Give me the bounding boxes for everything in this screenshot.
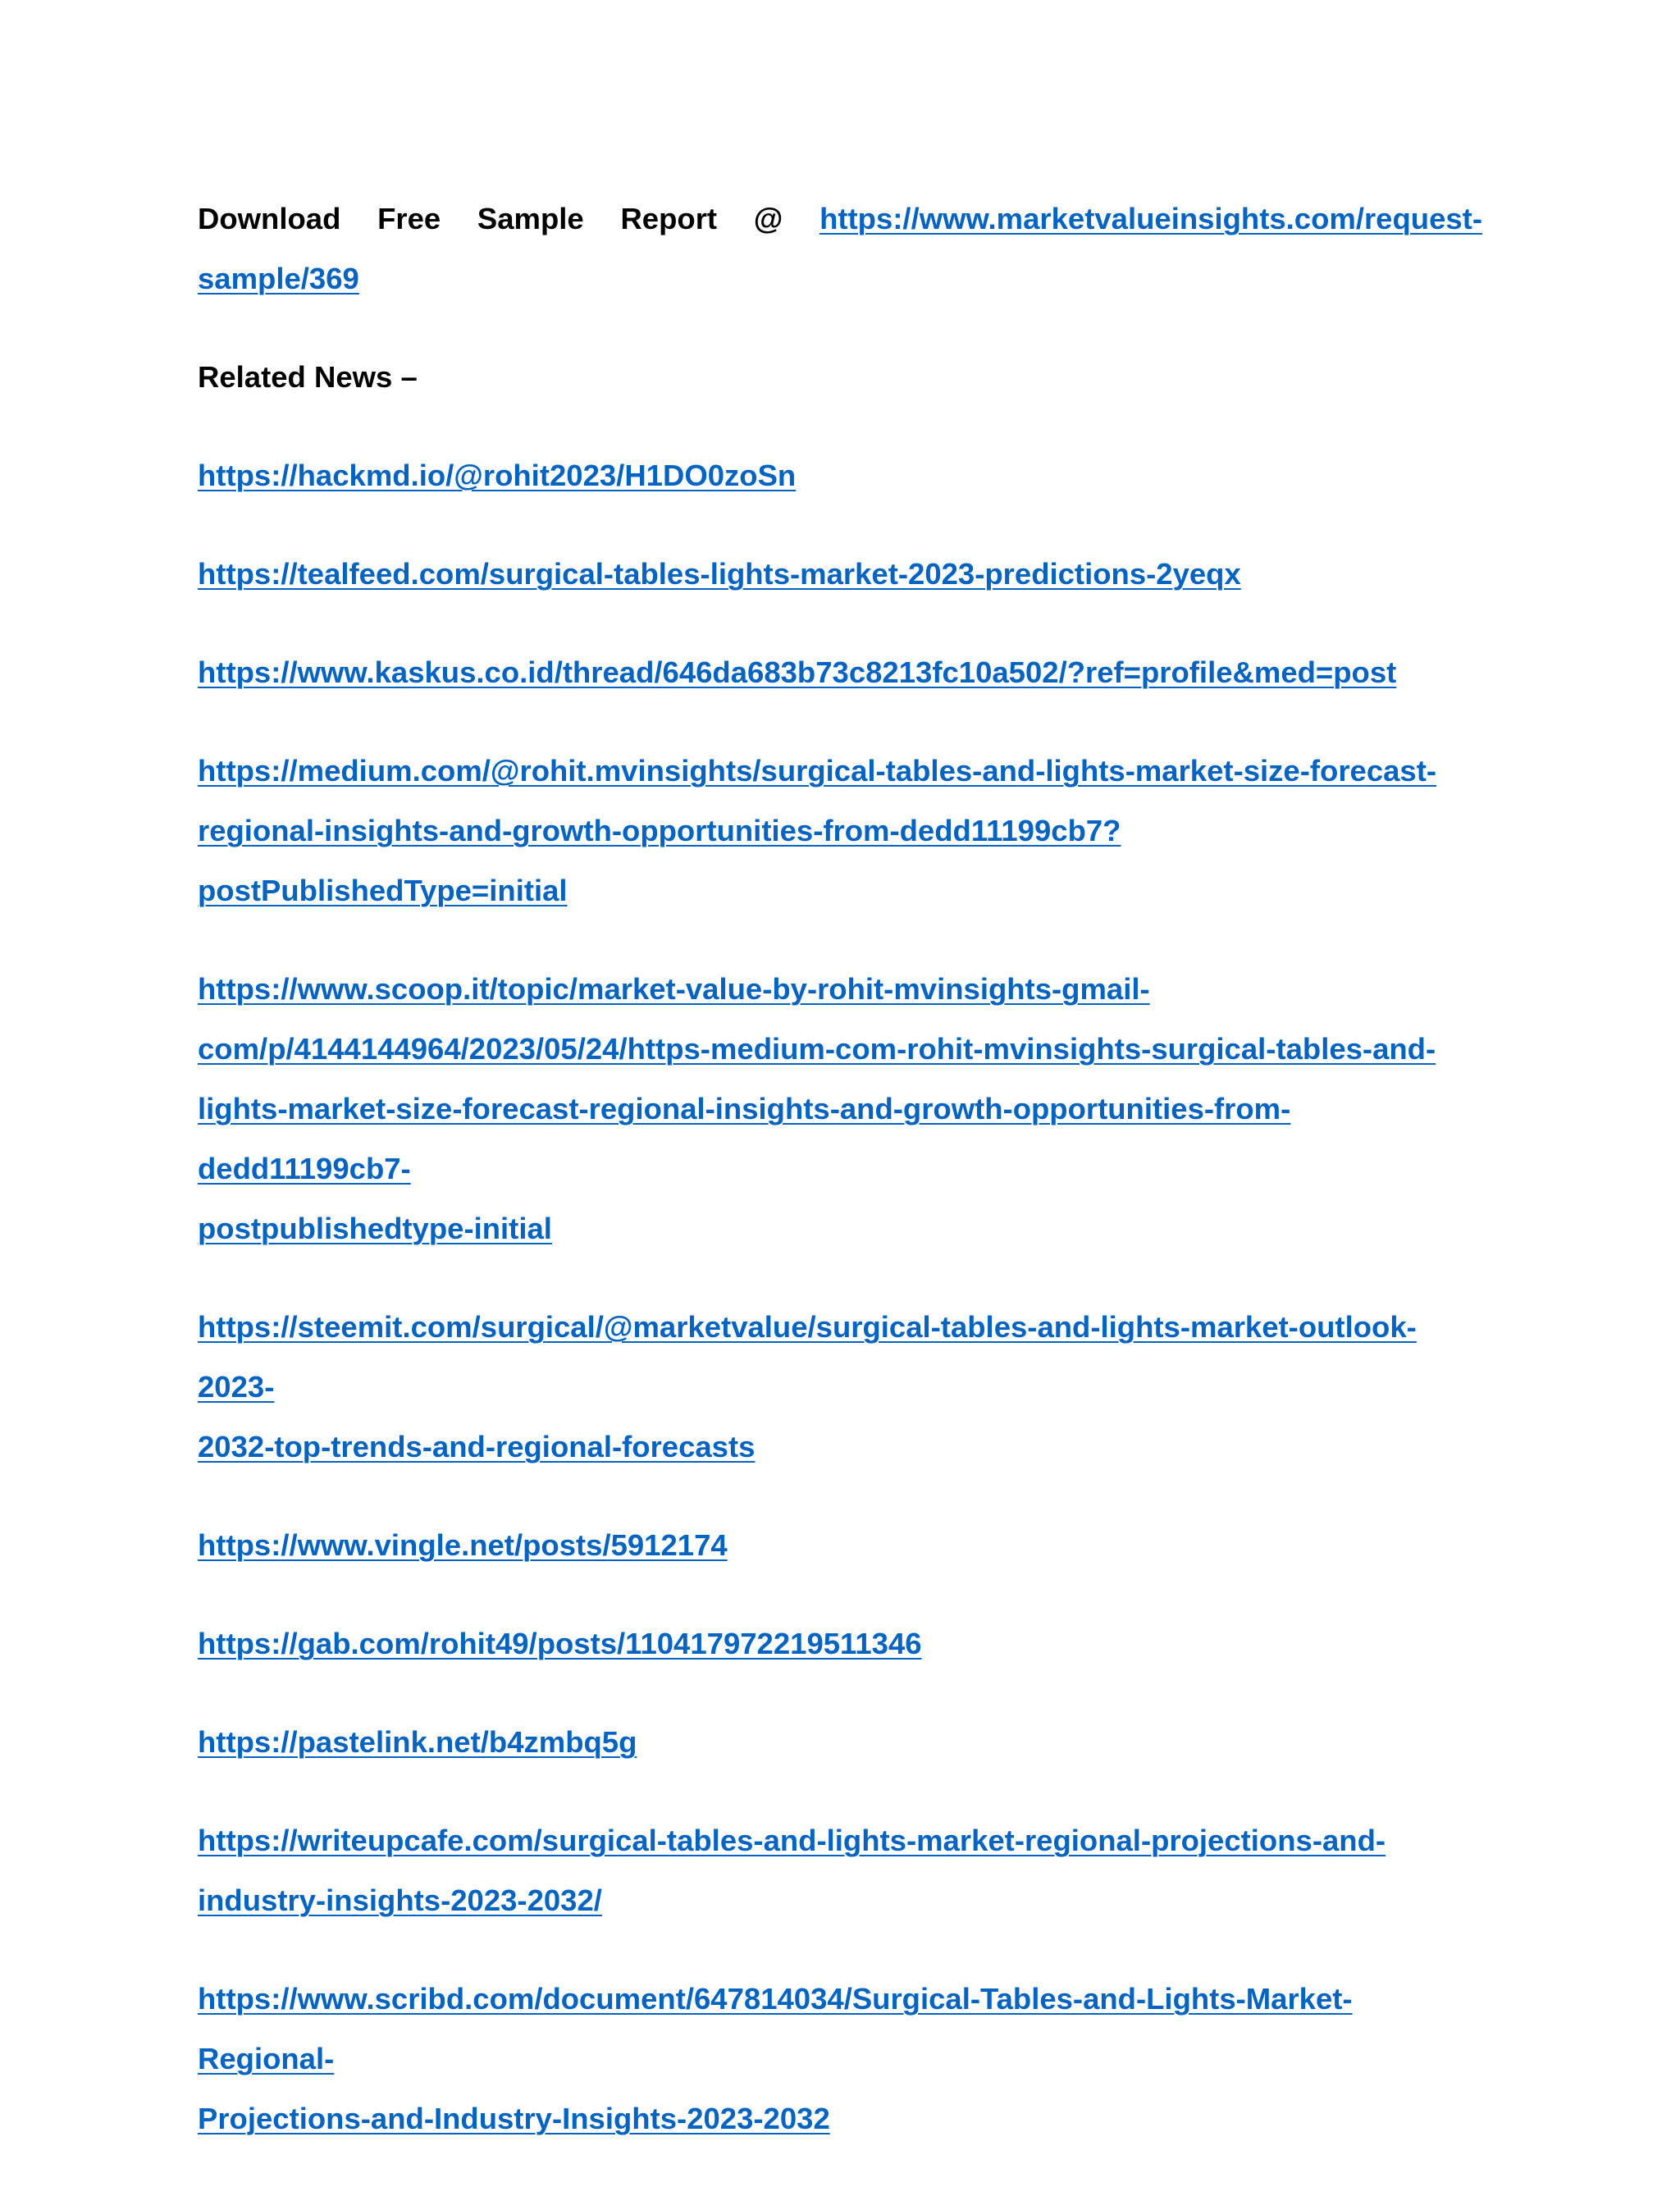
related-news-link-line: https://pastelink.net/b4zmbq5g — [198, 1725, 637, 1759]
related-news-heading: Related News – — [198, 360, 418, 394]
related-news-link[interactable] — [198, 557, 1241, 591]
related-news-link-line: https://www.scoop.it/topic/market-value-by-rohit-mvinsights-gmail- — [198, 972, 1150, 1006]
related-news-link-line: https://tealfeed.com/surgical-tables-lights-market-2023-predictions-2yeqx — [198, 557, 1241, 591]
sample-report-link[interactable]: https://www.marketvalueinsights.com/request-sample/369 — [198, 202, 1482, 295]
related-news-item — [198, 1969, 1482, 2148]
related-news-link[interactable] — [198, 1528, 728, 1562]
related-news-link[interactable] — [198, 1824, 1386, 1917]
related-news-link-line: postpublishedtype-initial — [198, 1212, 552, 1245]
related-news-link-line: lights-market-size-forecast-regional-insights-and-growth-opportunities-from-dedd11199cb7- — [198, 1092, 1291, 1185]
related-news-link[interactable] — [198, 1310, 1417, 1463]
related-news-link-line: com/p/4144144964/2023/05/24/https-medium-com-rohit-mvinsights-surgical-tables-and- — [198, 1032, 1436, 1066]
related-news-item — [198, 1515, 1482, 1575]
sample-report-paragraph — [198, 189, 1482, 308]
related-news-item — [198, 1297, 1482, 1477]
related-news-item — [198, 1712, 1482, 1772]
related-news-link-line: Projections-and-Industry-Insights-2023-2032 — [198, 2102, 830, 2135]
related-news-link-line: https://www.vingle.net/posts/5912174 — [198, 1528, 728, 1562]
related-news-link-line: https://steemit.com/surgical/@marketvalue/surgical-tables-and-lights-market-outlook-2023- — [198, 1310, 1417, 1404]
related-news-item — [198, 445, 1482, 505]
related-news-item — [198, 642, 1482, 702]
related-news-links — [198, 445, 1482, 2148]
related-news-link-line: https://medium.com/@rohit.mvinsights/surgical-tables-and-lights-market-size-forecast- — [198, 754, 1437, 788]
related-news-link-line: industry-insights-2023-2032/ — [198, 1883, 602, 1917]
related-news-link[interactable] — [198, 972, 1436, 1245]
related-news-link[interactable] — [198, 1627, 922, 1660]
related-news-link[interactable] — [198, 655, 1396, 689]
document-body — [198, 189, 1482, 2187]
related-news-item — [198, 1614, 1482, 1673]
related-news-item — [198, 544, 1482, 604]
related-news-link-line: https://writeupcafe.com/surgical-tables-and-lights-market-regional-projections-and- — [198, 1824, 1386, 1857]
related-news-link-line: https://gab.com/rohit49/posts/110417972219511346 — [198, 1627, 922, 1660]
related-news-item — [198, 959, 1482, 1258]
related-news-link-line: https://www.kaskus.co.id/thread/646da683b73c8213fc10a502/?ref=profile&med=post — [198, 655, 1397, 689]
related-news-link[interactable] — [198, 1982, 1353, 2135]
related-news-link-line: 2032-top-trends-and-regional-forecasts — [198, 1430, 756, 1463]
related-news-item — [198, 741, 1482, 920]
related-news-link[interactable] — [198, 1725, 637, 1759]
related-news-link[interactable] — [198, 754, 1436, 907]
related-news-link-line: https://www.scribd.com/document/647814034/Surgical-Tables-and-Lights-Market-Regional- — [198, 1982, 1353, 2075]
related-news-link-line: regional-insights-and-growth-opportunities-from-dedd11199cb7?postPublishedType=initial — [198, 814, 1121, 907]
related-news-link[interactable] — [198, 459, 796, 492]
sample-report-label: Download Free Sample Report @ — [198, 202, 783, 235]
related-news-item — [198, 1810, 1482, 1930]
related-news-link-line: https://hackmd.io/@rohit2023/H1DO0zoSn — [198, 459, 797, 492]
